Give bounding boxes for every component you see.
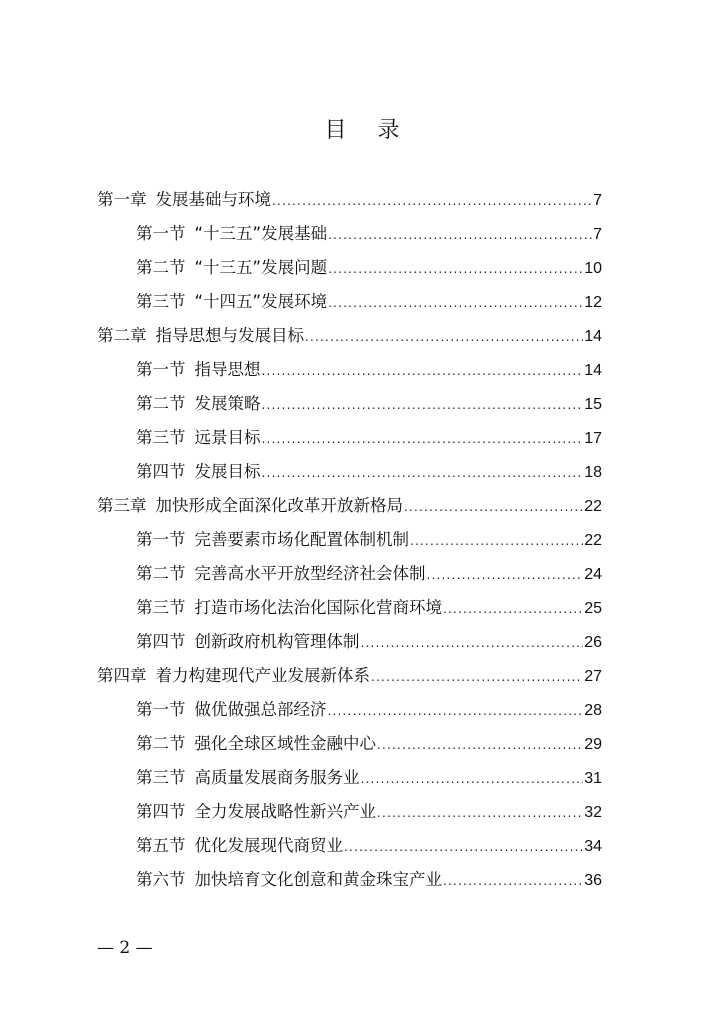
toc-entry-title: 加快形成全面深化改革开放新格局 [155, 496, 403, 515]
toc-section-entry[interactable] [97, 795, 602, 829]
dot-leader [427, 558, 584, 592]
toc-section-entry[interactable] [97, 693, 602, 727]
toc-entry-title: 发展目标 [194, 462, 261, 481]
dot-leader [328, 694, 584, 728]
toc-entry-title: 发展基础与环境 [155, 190, 271, 209]
toc-section-entry[interactable] [97, 421, 602, 455]
toc-entry-page-number: 15 [584, 396, 602, 413]
toc-entry-label [136, 353, 261, 387]
toc-entry-title: 指导思想 [194, 360, 261, 379]
toc-section-entry[interactable] [97, 727, 602, 761]
toc-entry-number: 第五节 [136, 836, 186, 855]
dot-leader [443, 864, 583, 898]
dot-leader [443, 592, 583, 626]
toc-entry-page-number: 14 [584, 328, 602, 345]
dot-leader [262, 388, 584, 422]
toc-entry-title: 高质量发展商务服务业 [194, 768, 360, 787]
table-of-contents [97, 183, 602, 897]
toc-entry-page-number: 26 [584, 634, 602, 651]
toc-section-entry[interactable] [97, 625, 602, 659]
dot-leader [262, 456, 584, 490]
toc-entry-label [136, 795, 376, 829]
dot-leader [262, 354, 584, 388]
toc-entry-label [97, 489, 403, 523]
toc-entry-number: 第三节 [136, 428, 186, 447]
toc-entry-number: 第一节 [136, 530, 186, 549]
toc-entry-page-number: 12 [584, 294, 602, 311]
toc-entry-number: 第二节 [136, 734, 186, 753]
toc-entry-page-number: 24 [584, 566, 602, 583]
toc-section-entry[interactable] [97, 523, 602, 557]
toc-entry-label [136, 727, 376, 761]
toc-entry-page-number: 31 [584, 770, 602, 787]
toc-chapter-entry[interactable] [97, 489, 602, 523]
toc-entry-number: 第一节 [136, 224, 186, 243]
toc-entry-title: 打造市场化法治化国际化营商环境 [194, 598, 442, 617]
toc-section-entry[interactable] [97, 829, 602, 863]
toc-entry-title: “十四五”发展环境 [194, 292, 328, 311]
toc-entry-title: 着力构建现代产业发展新体系 [155, 666, 370, 685]
toc-entry-label [97, 659, 370, 693]
toc-entry-label [97, 319, 304, 353]
dot-leader [377, 728, 583, 762]
toc-entry-number: 第二节 [136, 394, 186, 413]
dot-leader [305, 320, 583, 354]
toc-entry-label [136, 285, 327, 319]
toc-entry-page-number: 22 [584, 532, 602, 549]
toc-entry-title: 完善要素市场化配置体制机制 [194, 530, 409, 549]
toc-section-entry[interactable] [97, 387, 602, 421]
toc-section-entry[interactable] [97, 761, 602, 795]
toc-entry-title: 指导思想与发展目标 [155, 326, 304, 345]
toc-entry-title: 做优做强总部经济 [194, 700, 327, 719]
toc-entry-page-number: 34 [584, 838, 602, 855]
toc-entry-page-number: 25 [584, 600, 602, 617]
toc-entry-page-number: 14 [584, 362, 602, 379]
toc-entry-title: 强化全球区域性金融中心 [194, 734, 376, 753]
toc-chapter-entry[interactable] [97, 659, 602, 693]
toc-entry-title: 远景目标 [194, 428, 261, 447]
toc-entry-label [97, 183, 271, 217]
toc-section-entry[interactable] [97, 863, 602, 897]
toc-entry-number: 第一节 [136, 360, 186, 379]
toc-entry-title: “十三五”发展问题 [194, 258, 328, 277]
toc-entry-number: 第二节 [136, 564, 186, 583]
toc-entry-page-number: 7 [593, 192, 602, 209]
toc-entry-number: 第六节 [136, 870, 186, 889]
toc-entry-label [136, 625, 360, 659]
toc-entry-label [136, 591, 442, 625]
toc-entry-number: 第四节 [136, 632, 186, 651]
toc-entry-title: “十三五”发展基础 [194, 224, 328, 243]
toc-entry-page-number: 22 [584, 498, 602, 515]
toc-entry-page-number: 7 [593, 226, 602, 243]
dot-leader [371, 660, 583, 694]
dot-leader [377, 796, 583, 830]
toc-entry-number: 第四节 [136, 802, 186, 821]
toc-entry-number: 第二节 [136, 258, 186, 277]
toc-entry-label [136, 217, 327, 251]
toc-entry-label [136, 251, 327, 285]
toc-section-entry[interactable] [97, 285, 602, 319]
dot-leader [328, 286, 583, 320]
dot-leader [344, 830, 583, 864]
toc-entry-title: 创新政府机构管理体制 [194, 632, 360, 651]
dot-leader [361, 762, 584, 796]
dot-leader [410, 524, 583, 558]
toc-entry-title: 加快培育文化创意和黄金珠宝产业 [194, 870, 442, 889]
toc-entry-page-number: 32 [584, 804, 602, 821]
toc-entry-page-number: 10 [584, 260, 602, 277]
toc-entry-label [136, 863, 442, 897]
toc-entry-label [136, 421, 261, 455]
toc-entry-page-number: 28 [584, 702, 602, 719]
toc-entry-number: 第一节 [136, 700, 186, 719]
toc-entry-title: 优化发展现代商贸业 [194, 836, 343, 855]
dot-leader [272, 184, 592, 218]
toc-chapter-entry[interactable] [97, 319, 602, 353]
toc-entry-label [136, 761, 360, 795]
page-number-footer: — 2 — [97, 938, 153, 958]
toc-entry-label [136, 829, 343, 863]
toc-section-entry[interactable] [97, 591, 602, 625]
toc-entry-page-number: 17 [584, 430, 602, 447]
toc-entry-page-number: 18 [584, 464, 602, 481]
toc-entry-number: 第一章 [97, 190, 147, 209]
toc-entry-page-number: 29 [584, 736, 602, 753]
toc-entry-number: 第三章 [97, 496, 147, 515]
toc-entry-label [136, 557, 426, 591]
toc-entry-label [136, 387, 261, 421]
toc-entry-page-number: 27 [584, 668, 602, 685]
toc-title: 目 录 [324, 118, 412, 143]
toc-entry-number: 第四章 [97, 666, 147, 685]
toc-entry-title: 完善高水平开放型经济社会体制 [194, 564, 426, 583]
toc-section-entry[interactable] [97, 455, 602, 489]
toc-entry-label [136, 523, 409, 557]
toc-section-entry[interactable] [97, 353, 602, 387]
dot-leader [328, 252, 583, 286]
toc-section-entry[interactable] [97, 217, 602, 251]
toc-entry-number: 第三节 [136, 598, 186, 617]
toc-entry-number: 第三节 [136, 768, 186, 787]
dot-leader [262, 422, 584, 456]
toc-entry-page-number: 36 [584, 872, 602, 889]
dot-leader [404, 490, 583, 524]
toc-entry-label [136, 455, 261, 489]
toc-chapter-entry[interactable] [97, 183, 602, 217]
toc-section-entry[interactable] [97, 557, 602, 591]
toc-entry-title: 发展策略 [194, 394, 261, 413]
toc-entry-number: 第二章 [97, 326, 147, 345]
toc-entry-number: 第三节 [136, 292, 186, 311]
toc-section-entry[interactable] [97, 251, 602, 285]
toc-entry-label [136, 693, 327, 727]
dot-leader [361, 626, 584, 660]
toc-entry-title: 全力发展战略性新兴产业 [194, 802, 376, 821]
dot-leader [328, 218, 592, 252]
toc-entry-number: 第四节 [136, 462, 186, 481]
